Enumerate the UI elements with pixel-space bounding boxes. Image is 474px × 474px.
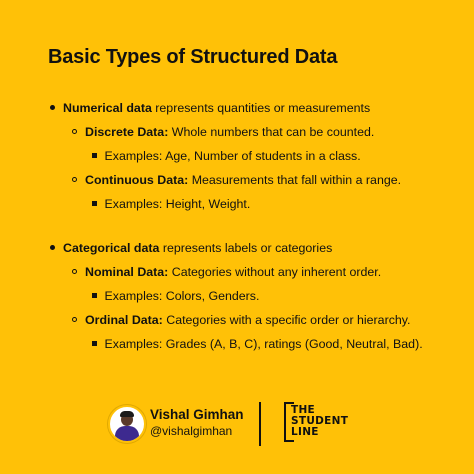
term-desc: Measurements that fall within a range.	[188, 173, 402, 187]
logo-line-1: THE	[291, 404, 316, 416]
term: Continuous Data:	[85, 173, 189, 187]
list-item-ordinal	[72, 312, 411, 328]
author-handle: @vishalgimhan	[150, 424, 233, 438]
term: Categorical data	[63, 241, 160, 255]
author-name: Vishal Gimhan	[150, 407, 244, 422]
page-title: Basic Types of Structured Data	[48, 46, 338, 68]
list-item-nominal-example	[92, 288, 259, 304]
bullet-circle	[72, 269, 77, 274]
bullet-circle	[72, 177, 77, 182]
example-text: Examples: Colors, Genders.	[104, 289, 260, 303]
logo-line-2: STUDENT	[291, 415, 349, 427]
list-item-ordinal-example	[92, 336, 423, 352]
list-item-nominal	[72, 264, 381, 280]
footer	[0, 400, 474, 450]
footer-divider	[259, 402, 261, 446]
bullet-dot	[50, 105, 55, 110]
list-item-continuous-example	[92, 196, 250, 212]
term: Numerical data	[63, 101, 152, 115]
term-desc: Categories without any inherent order.	[168, 265, 382, 279]
example-text: Examples: Age, Number of students in a class.	[104, 149, 361, 163]
example-text: Examples: Height, Weight.	[104, 197, 251, 211]
example-text: Examples: Grades (A, B, C), ratings (Good, Neutral, Bad).	[104, 337, 423, 351]
bullet-circle	[72, 317, 77, 322]
bullet-circle	[72, 129, 77, 134]
bullet-square	[92, 153, 97, 158]
bullet-square	[92, 341, 97, 346]
list-item-numerical	[50, 100, 370, 116]
bullet-dot	[50, 245, 55, 250]
list-item-discrete-example	[92, 148, 361, 164]
logo-line-3: LINE	[291, 426, 319, 438]
bullet-square	[92, 293, 97, 298]
list-item-continuous	[72, 172, 401, 188]
bullet-square	[92, 201, 97, 206]
term-desc: represents labels or categories	[159, 241, 333, 255]
term: Ordinal Data:	[85, 313, 163, 327]
brand-logo	[284, 402, 348, 442]
term-desc: represents quantities or measurements	[151, 101, 371, 115]
term: Nominal Data:	[85, 265, 169, 279]
avatar	[108, 405, 146, 443]
list-item-categorical	[50, 240, 332, 256]
list-item-discrete	[72, 124, 374, 140]
term-desc: Categories with a specific order or hierarchy.	[162, 313, 411, 327]
term: Discrete Data:	[85, 125, 169, 139]
term-desc: Whole numbers that can be counted.	[168, 125, 375, 139]
